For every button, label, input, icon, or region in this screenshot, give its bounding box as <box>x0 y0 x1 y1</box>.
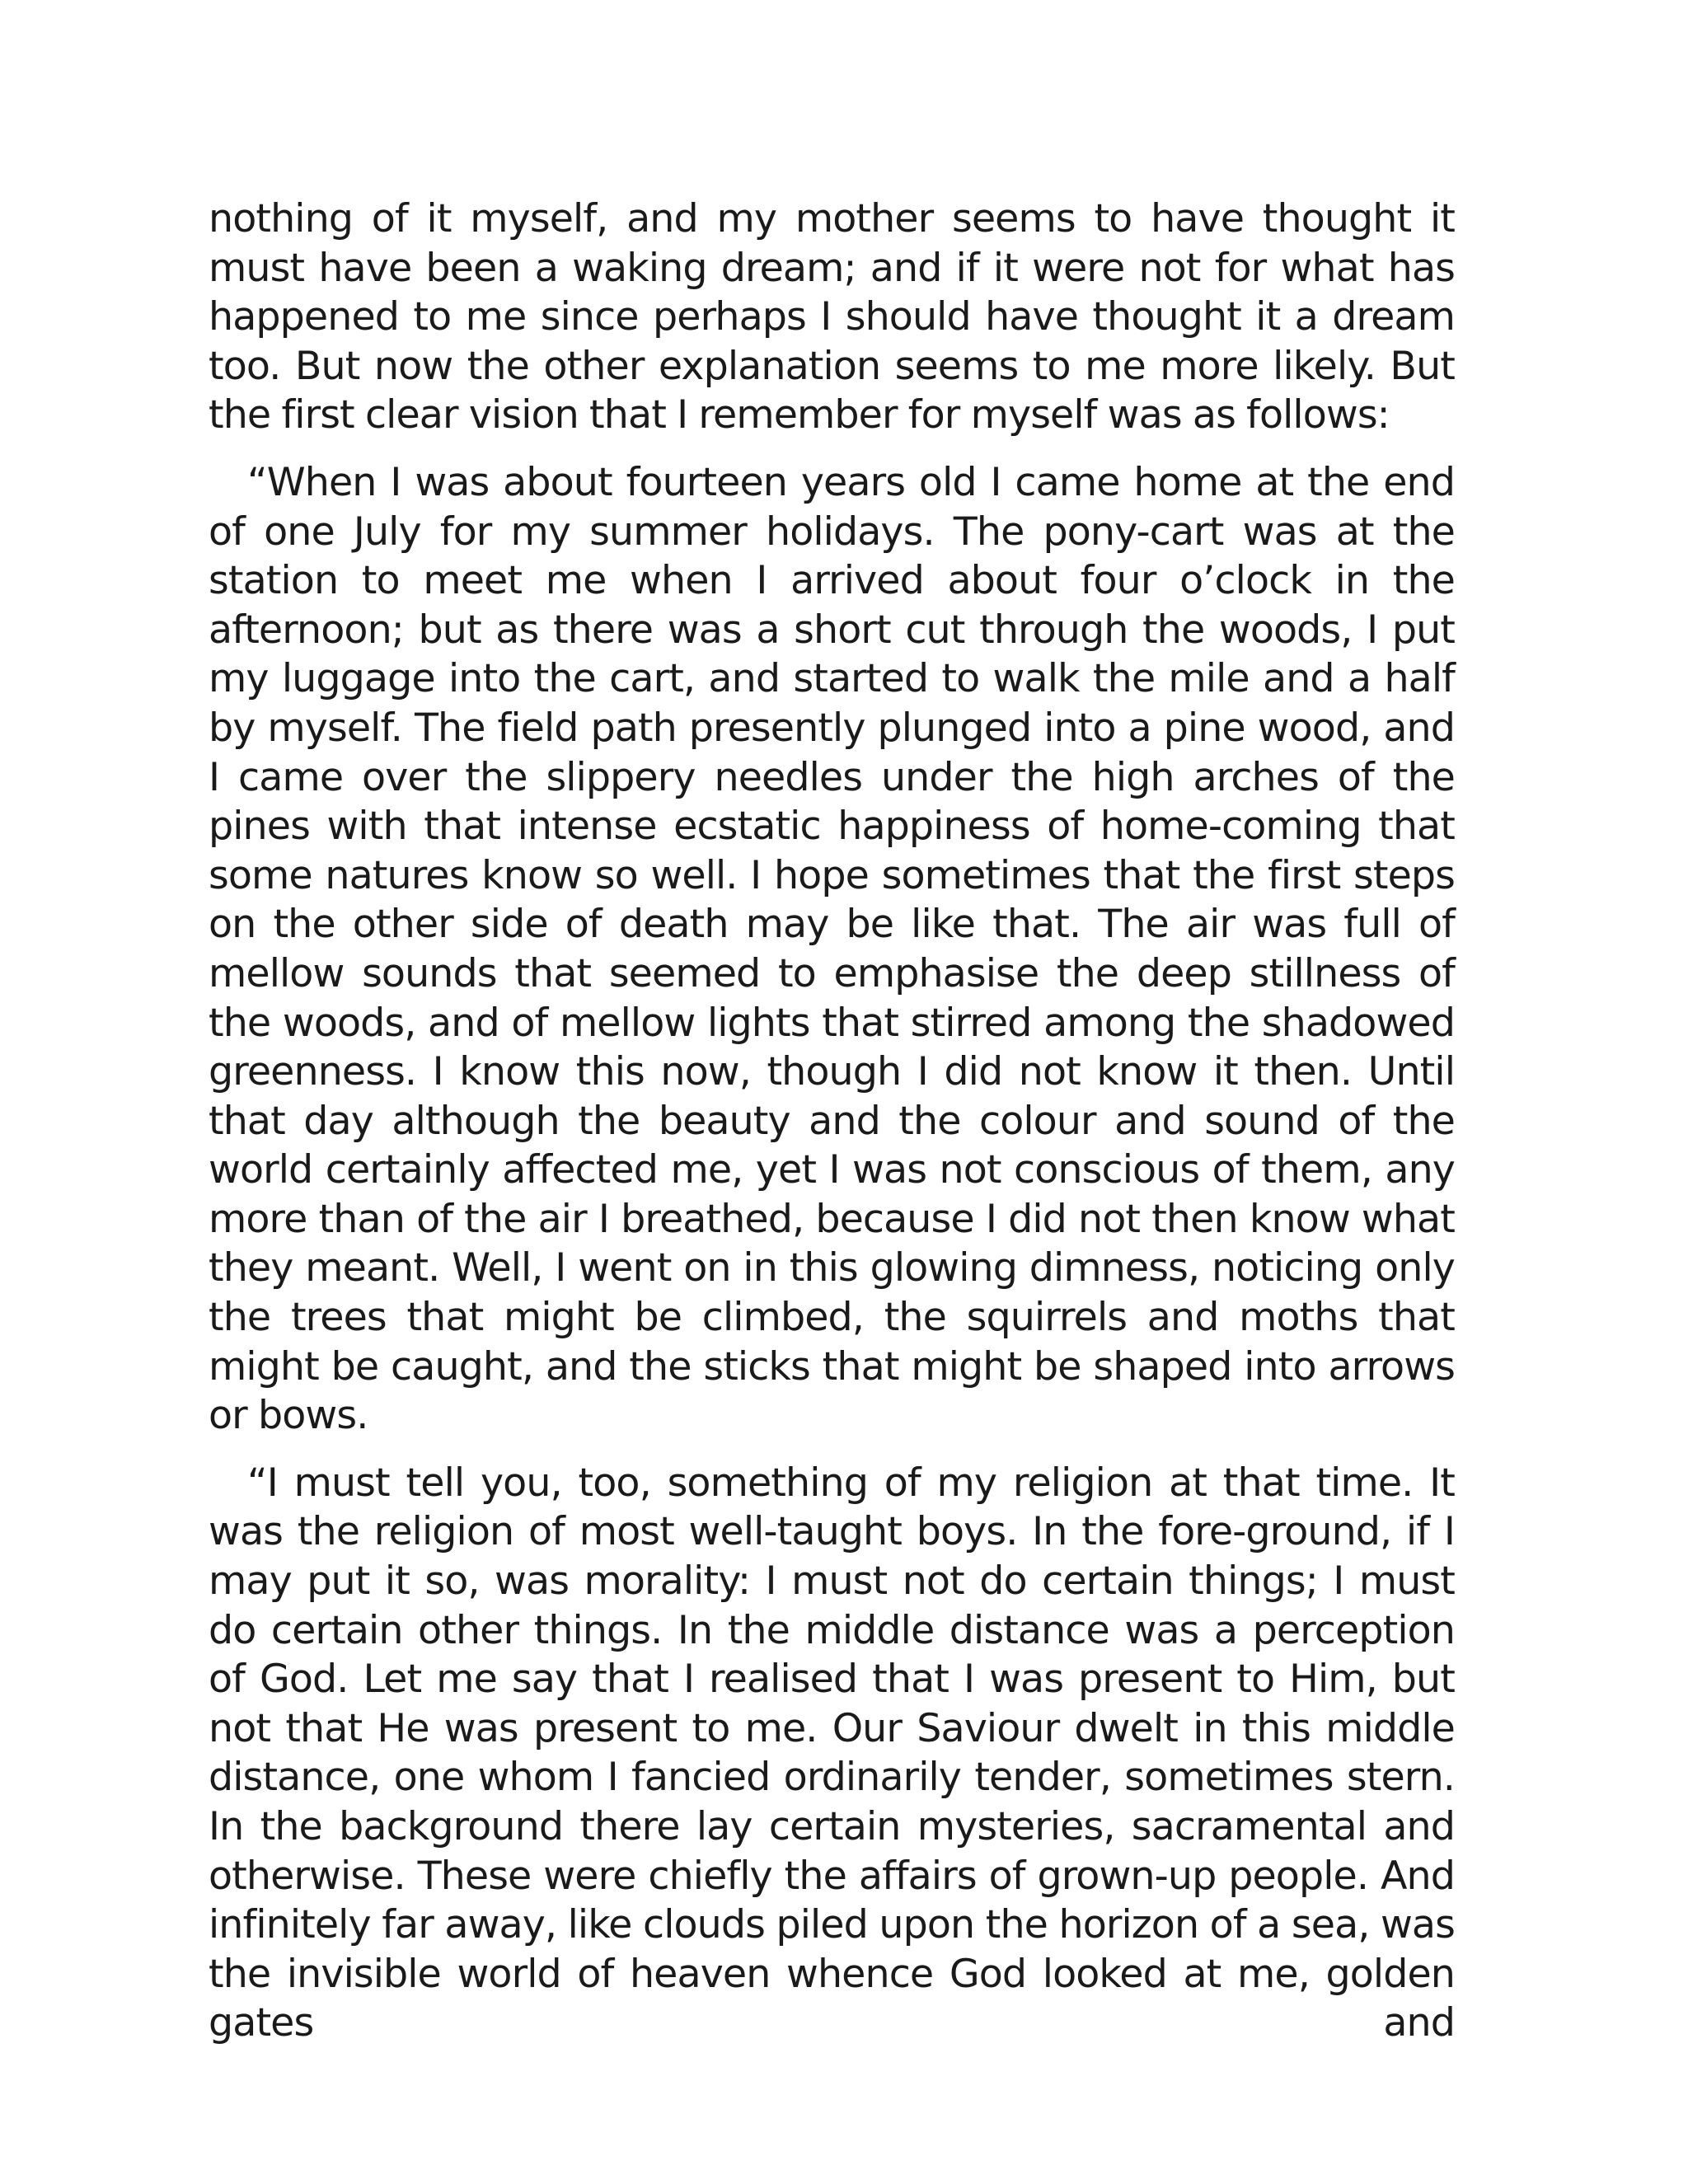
document-page <box>209 194 1455 2048</box>
paragraph-continuation: nothing of it myself, and my mother seems to have thought it must have been a waking dream; and if it were not for what has happened to me since perhaps I should have thought it a dream too. But now the other explanation seems to me more likely. But the first clear vision that I remember for myself was as follows: <box>209 196 1455 438</box>
paragraph-first-vision: “When I was about fourteen years old I came home at the end of one July for my summer holidays. The pony-cart was at the station to meet me when I arrived about four o’clock in the afternoon; but as there was a short cut through the woods, I put my luggage into the cart, and started to walk the mile and a half by myself. The field path presently plunged into a pine wood, and I came over the slippery needles under the high arches of the pines with that intense ecstatic happiness of home-coming that some natures know so well. I hope sometimes that the first steps on the other side of death may be like that. The air was full of mellow sounds that seemed to emphasise the deep stillness of the woods, and of mellow lights that stirred among the shadowed greenness. I know this now, though I did not know it then. Until that day although the beauty and the colour and sound of the world certainly affected me, yet I was not conscious of them, any more than of the air I breathed, because I did not then know what they meant. Well, I went on in this glowing dimness, noticing only the trees that might be climbed, the squirrels and moths that might be caught, and the sticks that might be shaped into arrows or bows. <box>209 459 1455 1439</box>
paragraph-religion: “I must tell you, too, something of my religion at that time. It was the religion of most well-taught boys. In the fore-ground, if I may put it so, was morality: I must not do certain things; I must do certain other things. In the middle distance was a perception of God. Let me say that I realised that I was present to Him, but not that He was present to me. Our Saviour dwelt in this middle distance, one whom I fancied ordinarily tender, sometimes stern. In the background there lay certain mysteries, sacramental and otherwise. These were chiefly the affairs of grown-up people. And infinitely far away, like clouds piled upon the horizon of a sea, was the invisible world of heaven whence God looked at me, golden gates and <box>209 1460 1455 2046</box>
